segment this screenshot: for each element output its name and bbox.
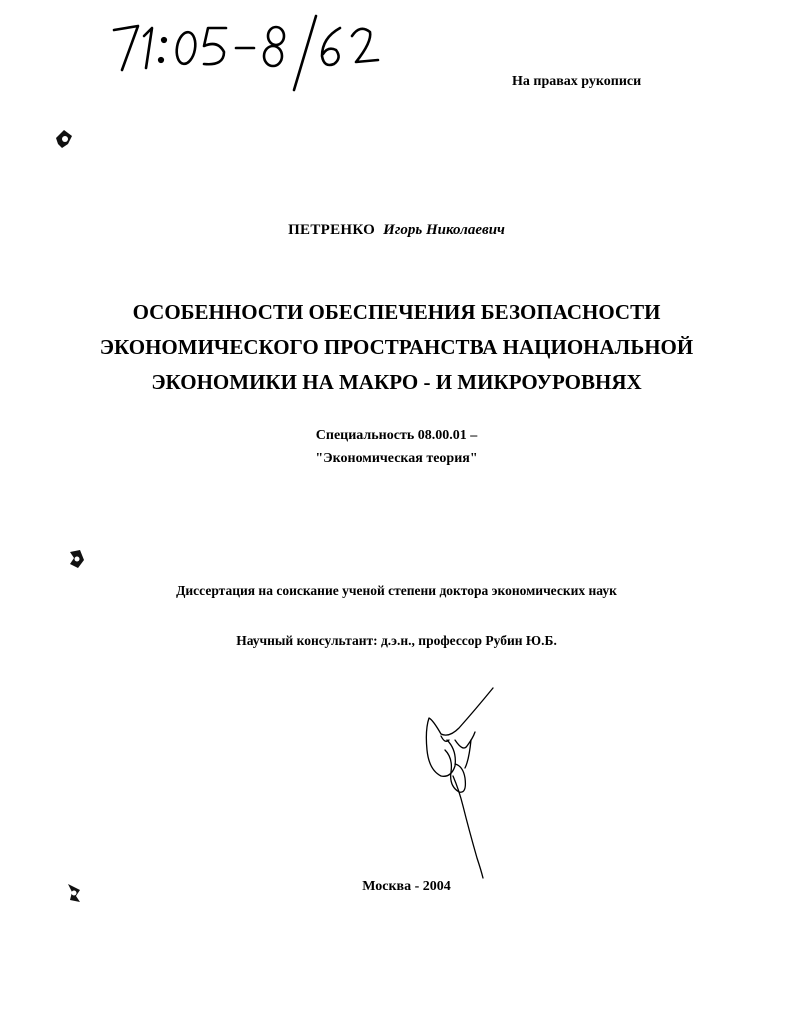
scientific-consultant: Научный консультант: д.э.н., профессор Рубин Ю.Б. — [236, 633, 557, 648]
title-line: ЭКОНОМИКИ НА МАКРО - И МИКРОУРОВНЯХ — [151, 370, 642, 394]
specialty-code: Специальность 08.00.01 – — [315, 428, 478, 443]
rights-notice: На правах рукописи — [512, 74, 642, 89]
specialty-name: "Экономическая теория" — [315, 451, 478, 466]
author-surname: ПЕТРЕНКО — [288, 222, 376, 238]
author-name — [0, 222, 793, 239]
punch-hole-mark — [64, 546, 90, 572]
title-line: ЭКОНОМИЧЕСКОГО ПРОСТРАНСТВА НАЦИОНАЛЬНОЙ — [99, 335, 694, 359]
title-line: ОСОБЕННОСТИ ОБЕСПЕЧЕНИЯ БЕЗОПАСНОСТИ — [132, 300, 661, 324]
handwritten-archive-number — [108, 8, 408, 98]
dissertation-title — [0, 295, 793, 400]
signature — [415, 680, 510, 885]
punch-hole-mark — [52, 126, 78, 152]
city-year: Москва - 2004 — [362, 879, 451, 894]
degree-statement: Диссертация на соискание ученой степени доктора экономических наук — [176, 583, 617, 598]
specialty-block — [0, 424, 793, 470]
author-given-names: Игорь Николаевич — [383, 222, 505, 238]
